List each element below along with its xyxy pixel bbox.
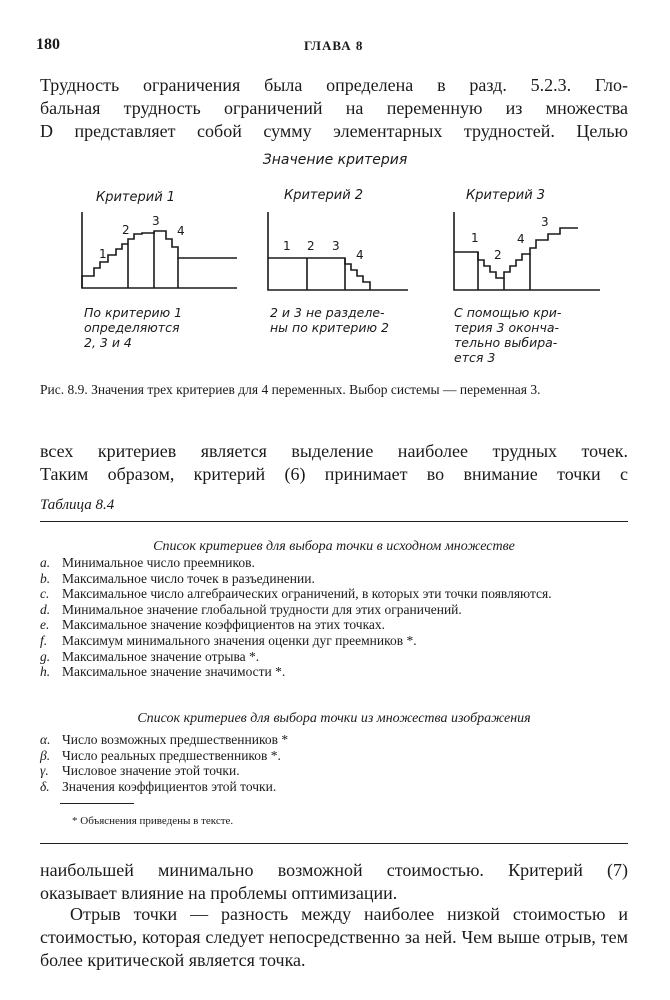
list-marker: a.: [40, 555, 51, 570]
list-item: [40, 664, 628, 680]
list-text: Максимальное число алгебраических ограничений, в которых эти точки появляются.: [62, 586, 552, 602]
table-bottom-rule: [40, 843, 628, 844]
panel2-bar-label: 2: [307, 239, 315, 253]
caption-line: По критерию 1: [84, 305, 183, 320]
chapter-header: ГЛАВА 8: [304, 38, 364, 53]
panel2-bar-label: 3: [332, 239, 340, 253]
paragraph-line: наибольшей минимально возможной стоимостью. Критерий (7): [40, 860, 628, 880]
table-footnote: * Объяснения приведены в тексте.: [72, 815, 234, 827]
panel2-caption: [270, 305, 389, 335]
list-marker: d.: [40, 601, 51, 617]
panel1-bar-label: 1: [99, 247, 107, 261]
table-top-rule: [40, 521, 628, 522]
panel1-bar-label: 2: [122, 223, 130, 237]
paragraph-line: всех критериев является выделение наиболее трудных точек.: [40, 441, 628, 461]
list-text: Минимальное число преемников.: [62, 555, 255, 570]
list1: [40, 555, 628, 680]
list2-title: Список критериев для выбора точки из множества изображения: [137, 711, 531, 726]
paragraph-line: оказывает влияние на проблемы оптимизации.: [40, 883, 398, 903]
list1-title: Список критериев для выбора точки в исходном множестве: [153, 539, 515, 554]
list-marker: δ.: [40, 778, 50, 794]
list-marker: α.: [40, 732, 51, 747]
list-text: Максимальное число точек в разъединении.: [62, 570, 315, 586]
panel1-bar-label: 3: [152, 214, 160, 228]
list-item: [40, 555, 628, 571]
list-item: [40, 763, 628, 779]
list-item: [40, 617, 628, 633]
list-marker: e.: [40, 617, 50, 633]
panel3-chart: [454, 212, 600, 290]
panel3-axes: [454, 212, 600, 290]
figure-title: Значение критерия: [262, 152, 408, 168]
list-text: Значения коэффициентов этой точки.: [62, 778, 277, 794]
panel1-label: Критерий 1: [96, 190, 176, 205]
list-marker: g.: [40, 648, 51, 664]
caption-line: С помощью кри-: [454, 305, 562, 320]
panel3-caption: [454, 305, 561, 365]
list-text: Числовое значение этой точки.: [62, 763, 240, 779]
list-item: [40, 602, 628, 618]
panel1-caption: [84, 305, 182, 350]
panel2-bar-label: 1: [283, 239, 291, 253]
list-item: [40, 732, 628, 748]
caption-line: ны по критерию 2: [270, 320, 389, 335]
list-marker: c.: [40, 586, 50, 602]
paragraph-line: Трудность ограничения была определена в разд. 5.2.3. Гло-: [40, 75, 628, 95]
list-text: Число реальных предшественников *.: [62, 747, 281, 763]
panel3-bar-label: 2: [494, 248, 502, 262]
list-item: [40, 571, 628, 587]
list-item: [40, 748, 628, 764]
paragraph-gap: Отрыв точки — разность между наиболее низкой стоимостью и стоимостью, которая следует непосредственно за ней. Чем выше отрыв, тем более критической является точка.: [40, 904, 628, 970]
caption-line: определяются: [84, 320, 180, 335]
table-label: Таблица 8.4: [40, 497, 115, 513]
caption-line: тельно выбира-: [454, 335, 558, 350]
list-text: Максимум минимального значения оценки дуг преемников *.: [62, 632, 417, 648]
caption-line: ется 3: [454, 350, 496, 365]
list-text: Максимальное значение значимости *.: [62, 664, 286, 680]
list-marker: f.: [40, 632, 48, 648]
paragraph-line: Таким образом, критерий (6) принимает во внимание точки с: [40, 464, 628, 484]
paragraph-line: бальная трудность ограничений на переменную из множества: [40, 98, 628, 118]
page-number: 180: [36, 36, 60, 53]
panel3-bar-label: 1: [471, 231, 479, 245]
panel3-bar-label: 4: [517, 232, 525, 246]
list-item: [40, 779, 628, 795]
panel2-label: Критерий 2: [284, 188, 364, 203]
list-text: Минимальное значение глобальной трудности для этих ограничений.: [62, 601, 462, 617]
panel2-bar-label: 4: [356, 248, 364, 262]
panel3-bar-label: 3: [541, 215, 549, 229]
footnote-rule: [60, 803, 134, 804]
list-text: Максимальное значение коэффициентов на этих точках.: [62, 617, 386, 633]
list2: [40, 732, 628, 794]
paragraph-criteria: [40, 440, 628, 486]
paragraph-line: D представляет собой сумму элементарных трудностей. Целью: [40, 121, 628, 141]
list-item: [40, 633, 628, 649]
list-marker: b.: [40, 570, 51, 586]
caption-line: 2 и 3 не разделе-: [270, 305, 385, 320]
paragraph-cost: [40, 859, 628, 905]
list-marker: h.: [40, 664, 51, 680]
caption-line: терия 3 оконча-: [454, 320, 560, 335]
list-text: Максимальное значение отрыва *.: [62, 648, 260, 664]
list-text: Число возможных предшественников *: [62, 732, 289, 747]
list-item: [40, 649, 628, 665]
panel1-bar-label: 4: [177, 224, 185, 238]
panel2-step-line: [268, 258, 370, 290]
caption-line: 2, 3 и 4: [84, 335, 132, 350]
list-item: [40, 586, 628, 602]
list-marker: γ.: [40, 763, 49, 779]
figure-caption: Рис. 8.9. Значения трех критериев для 4 переменных. Выбор системы — переменная 3.: [40, 382, 541, 397]
list-marker: β.: [40, 747, 51, 763]
panel3-label: Критерий 3: [466, 188, 546, 203]
